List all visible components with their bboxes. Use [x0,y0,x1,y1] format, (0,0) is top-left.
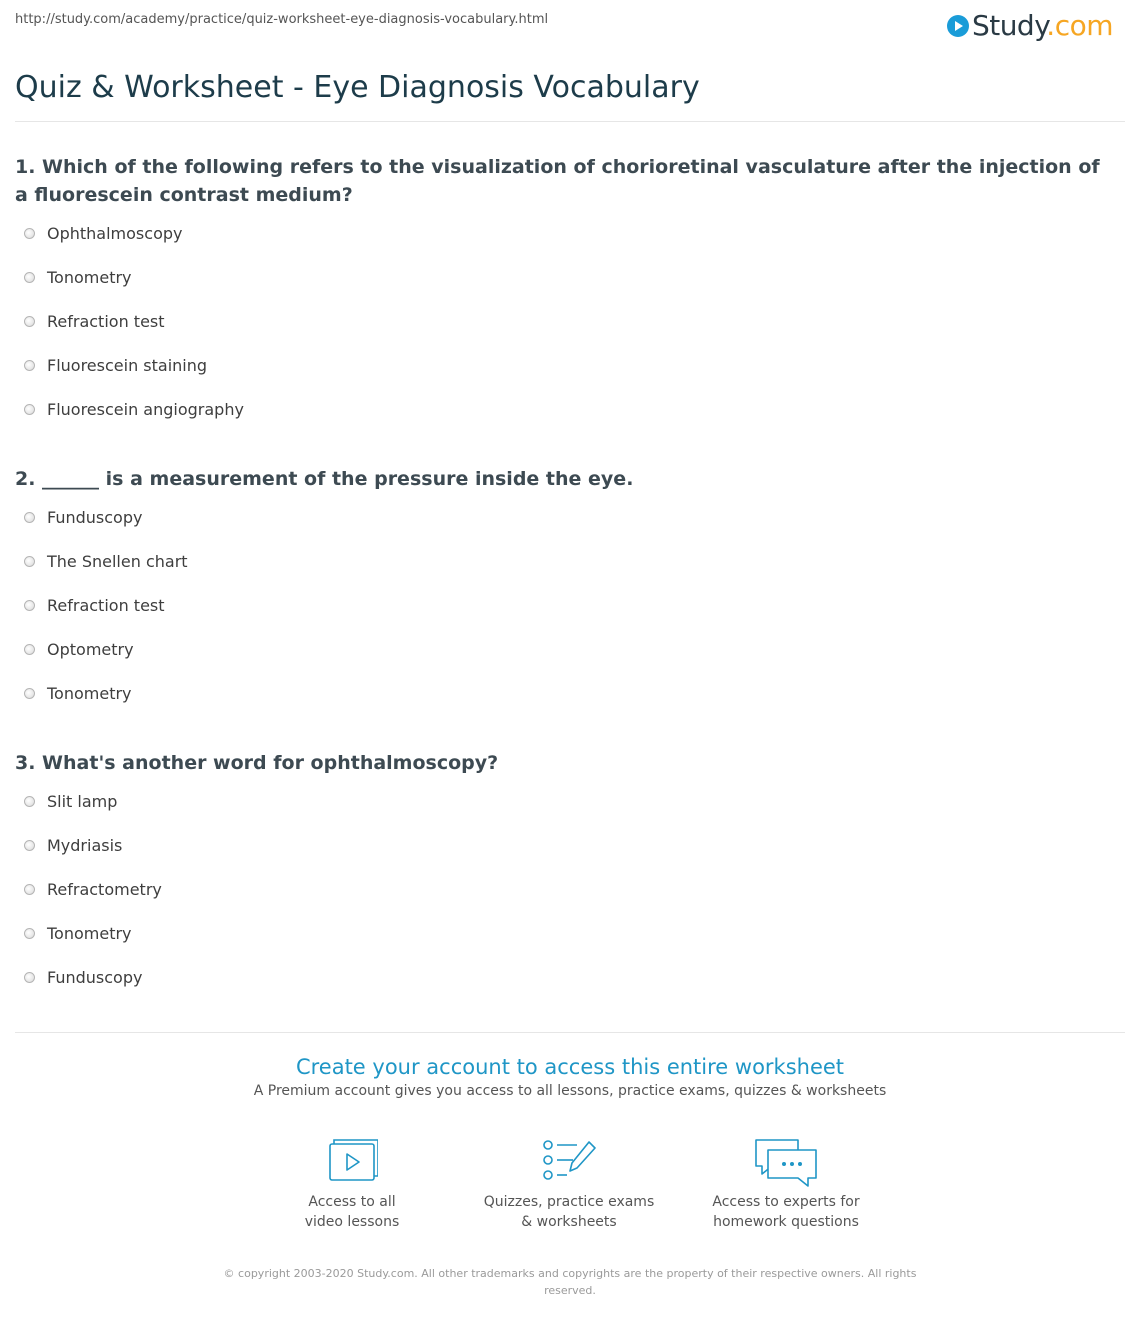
answer-label: Slit lamp [47,792,118,811]
answer-option[interactable] [15,792,1115,836]
question-2 [15,465,1115,728]
radio-button-icon[interactable] [24,316,35,327]
feature-label [459,1192,679,1232]
answer-option[interactable] [15,356,1115,400]
radio-button-icon[interactable] [24,600,35,611]
feature-label [676,1192,896,1232]
answer-option[interactable] [15,596,1115,640]
radio-button-icon[interactable] [24,884,35,895]
radio-button-icon[interactable] [24,404,35,415]
quiz-list-icon [541,1138,597,1182]
answer-label: Tonometry [47,268,132,287]
page-url: http://study.com/academy/practice/quiz-worksheet-eye-diagnosis-vocabulary.html [15,12,549,27]
feature-quizzes [459,1138,679,1232]
answer-label: Funduscopy [47,968,143,987]
radio-button-icon[interactable] [24,360,35,371]
answer-option[interactable] [15,552,1115,596]
cta-title-link[interactable]: Create your account to access this entire worksheet [295,1055,845,1079]
feature-experts [676,1138,896,1232]
feature-label-line: video lessons [304,1214,400,1230]
divider [15,1032,1125,1033]
feature-label-line: homework questions [713,1214,859,1230]
answer-label: Optometry [47,640,134,659]
play-logo-icon [947,15,969,37]
answer-option[interactable] [15,224,1115,268]
radio-button-icon[interactable] [24,796,35,807]
answer-option[interactable] [15,968,1115,1012]
answer-option[interactable] [15,640,1115,684]
signup-cta [0,1055,1140,1099]
question-text: 2. ______ is a measurement of the pressure inside the eye. [15,468,634,490]
cta-subtitle: A Premium account gives you access to all lessons, practice exams, quizzes & worksheets [253,1083,887,1099]
answer-list [15,508,1115,728]
answer-label: Fluorescein staining [47,356,208,375]
chat-bubbles-icon [754,1138,818,1188]
answer-label: Tonometry [47,684,132,703]
copyright-text: © copyright 2003-2020 Study.com. All other trademarks and copyrights are the property of their respective owners. All rights reserved. [223,1267,917,1297]
radio-button-icon[interactable] [24,688,35,699]
radio-button-icon[interactable] [24,556,35,567]
logo-text [972,9,1113,42]
answer-label: Fluorescein angiography [47,400,244,419]
radio-button-icon[interactable] [24,272,35,283]
radio-button-icon[interactable] [24,840,35,851]
answer-label: Tonometry [47,924,132,943]
answer-label: Refraction test [47,312,165,331]
video-lessons-icon [326,1138,378,1182]
top-bar [15,9,1125,42]
feature-label-line: Quizzes, practice exams [483,1194,655,1210]
question-text: 1. Which of the following refers to the visualization of chorioretinal vasculature after the injection of a fluorescein contrast medium? [15,156,1100,206]
radio-button-icon[interactable] [24,928,35,939]
question-3 [15,749,1115,1012]
answer-option[interactable] [15,836,1115,880]
answer-option[interactable] [15,684,1115,728]
answer-option[interactable] [15,400,1115,444]
radio-button-icon[interactable] [24,512,35,523]
feature-label-line: Access to all [308,1194,396,1210]
radio-button-icon[interactable] [24,644,35,655]
feature-label [242,1192,462,1232]
study-logo[interactable] [947,9,1113,42]
feature-label-line: & worksheets [521,1214,617,1230]
answer-list [15,224,1115,444]
answer-label: Refraction test [47,596,165,615]
logo-suffix: .com [1046,9,1113,42]
answer-label: The Snellen chart [47,552,188,571]
answer-list [15,792,1115,1012]
answer-option[interactable] [15,880,1115,924]
divider [15,121,1125,122]
feature-video-lessons [242,1138,462,1232]
answer-option[interactable] [15,312,1115,356]
answer-option[interactable] [15,268,1115,312]
answer-option[interactable] [15,924,1115,968]
question-1 [15,153,1115,444]
answer-label: Refractometry [47,880,162,899]
radio-button-icon[interactable] [24,972,35,983]
question-text: 3. What's another word for ophthalmoscopy? [15,752,499,774]
page-title: Quiz & Worksheet - Eye Diagnosis Vocabulary [15,70,700,105]
answer-label: Ophthalmoscopy [47,224,183,243]
feature-label-line: Access to experts for [712,1194,860,1210]
logo-word: Study [971,9,1047,42]
answer-label: Mydriasis [47,836,123,855]
answer-label: Funduscopy [47,508,143,527]
answer-option[interactable] [15,508,1115,552]
radio-button-icon[interactable] [24,228,35,239]
